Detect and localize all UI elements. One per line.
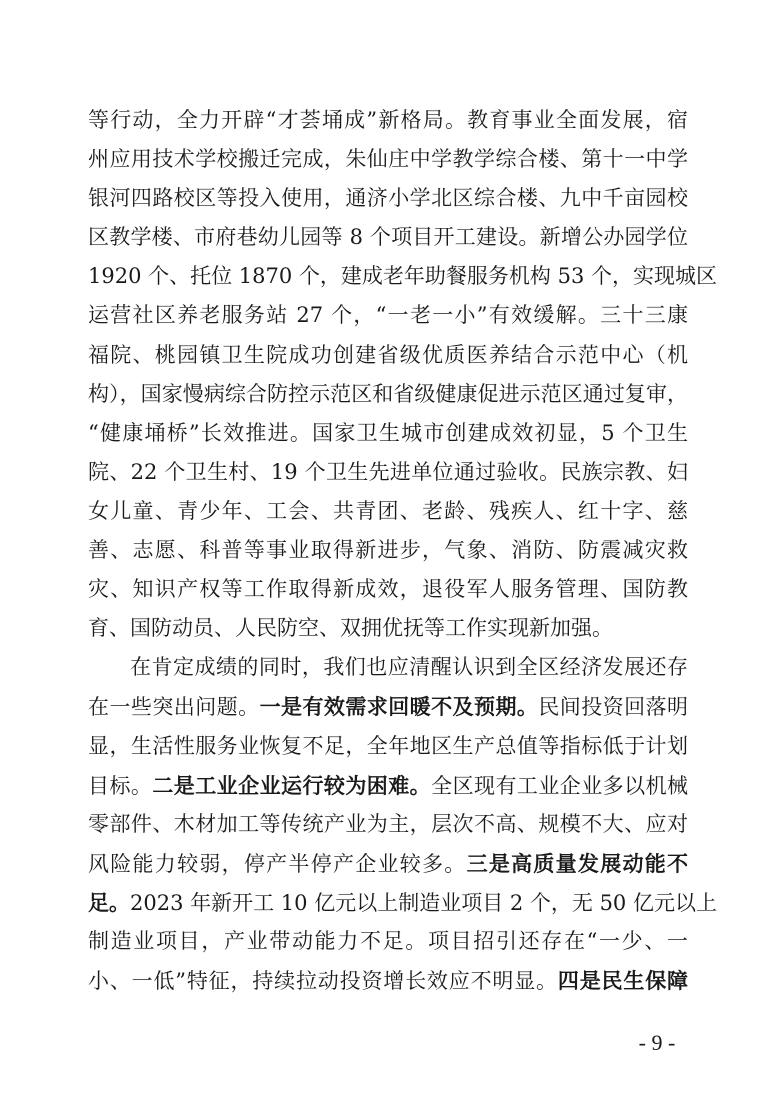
text-run: 全区现有工业企业多以机械	[431, 773, 689, 798]
text-line: 育、国防动员、人民防空、双拥优抚等工作实现新加强。	[88, 616, 613, 641]
text-line	[88, 883, 717, 922]
text-line: 1920 个、托位 1870 个，建成老年助餐服务机构 53 个，实现城区	[88, 264, 717, 289]
text-run: 风险能力较弱，停产半停产企业较多。	[88, 851, 467, 876]
text-line: 银河四路校区等投入使用，通济小学北区综合楼、九中千亩园校	[88, 186, 688, 211]
text-run: 在一些突出问题。	[88, 695, 260, 720]
text-line: 区教学楼、市府巷幼儿园等 8 个项目开工建设。新增公办园学位	[88, 225, 688, 250]
text-line: 善、志愿、科普等事业取得新进步，气象、消防、防震减灾救	[88, 538, 688, 563]
text-line: 显，生活性服务业恢复不足，全年地区生产总值等指标低于计划	[88, 733, 688, 758]
text-line: 在肯定成绩的同时，我们也应清醒认识到全区经济发展还存	[130, 655, 688, 680]
text-run: 目标。	[88, 773, 153, 798]
text-line: 零部件、木材加工等传统产业为主，层次不高、规模不大、应对	[88, 811, 688, 836]
text-line	[88, 687, 688, 726]
page-number: - 9 -	[638, 1030, 676, 1055]
text-line	[88, 766, 688, 805]
text-line	[88, 844, 688, 883]
text-run: 2023 年新开工 10 亿元以上制造业项目 2 个，无 50 亿元以上	[130, 890, 717, 915]
paragraph-1	[88, 101, 717, 648]
text-line: 福院、桃园镇卫生院成功创建省级优质医养结合示范中心（机	[88, 342, 688, 367]
text-line	[88, 961, 688, 1000]
text-line: 制造业项目，产业带动能力不足。项目招引还存在“一少、一	[88, 928, 688, 953]
problem-heading-2: 二是工业企业运行较为困难。	[152, 772, 432, 798]
text-run: 民间投资回落明	[538, 695, 689, 720]
text-line: 州应用技术学校搬迁完成，朱仙庄中学教学综合楼、第十一中学	[88, 147, 688, 172]
text-line: 灾、知识产权等工作取得新成效，退役军人服务管理、国防教	[88, 577, 688, 602]
text-line: 构），国家慢病综合防控示范区和省级健康促进示范区通过复审，	[88, 381, 688, 406]
text-run: 小、一低”特征，持续拉动投资增长效应不明显。	[88, 969, 558, 994]
problem-heading-3-end: 足。	[88, 889, 130, 915]
body-text	[88, 101, 717, 1000]
problem-heading-3: 三是高质量发展动能不	[466, 850, 689, 876]
text-line: “健康埇桥”长效推进。国家卫生城市创建成效初显，5 个卫生	[88, 420, 688, 445]
text-line: 女儿童、青少年、工会、共青团、老龄、残疾人、红十字、慈	[88, 498, 688, 523]
problem-heading-1: 一是有效需求回暖不及预期。	[259, 694, 539, 720]
text-line: 等行动，全力开辟“才荟埇成”新格局。教育事业全面发展，宿	[88, 108, 688, 132]
problem-heading-4: 四是民生保障	[557, 968, 689, 994]
paragraph-2	[88, 648, 717, 1000]
text-line: 运营社区养老服务站 27 个，“一老一小”有效缓解。三十三康	[88, 303, 688, 328]
text-line: 院、22 个卫生村、19 个卫生先进单位通过验收。民族宗教、妇	[88, 459, 688, 484]
